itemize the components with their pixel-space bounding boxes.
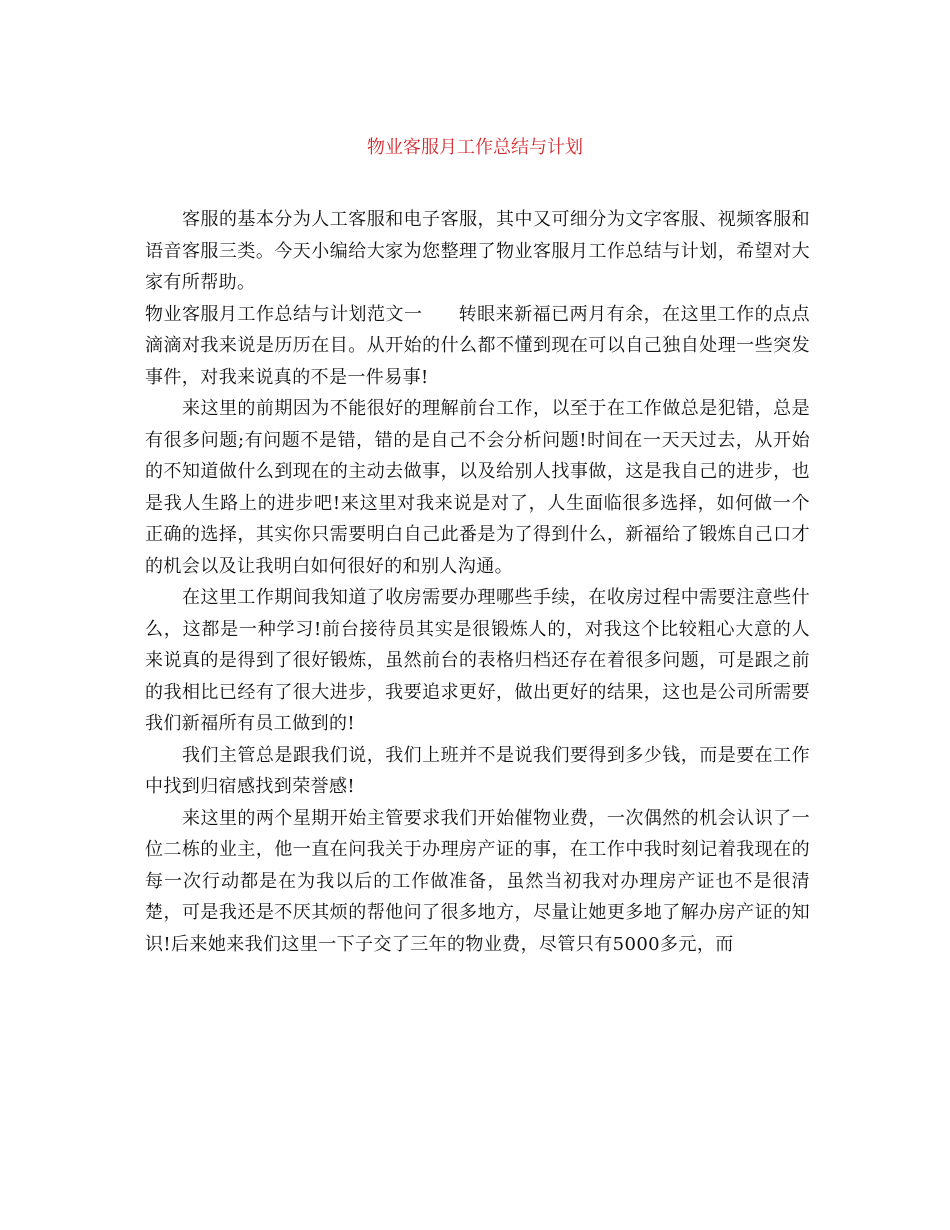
document-title: 物业客服月工作总结与计划: [367, 137, 583, 158]
body-paragraph-4: 来这里的两个星期开始主管要求我们开始催物业费，一次偶然的机会认识了一位二栋的业主，他一直在问我关于办理房产证的事，在工作中我时刻记着我现在的每一次行动都是在为我以后的工作做准备，虽然当初我对办理房产证也不是很清楚，可是我还是不厌其烦的帮他问了很多地方，尽量让她更多地了解办房产证的知识!后来她来我们这里一下子交了三年的物业费，尽管只有5000多元，而: [145, 807, 810, 955]
intro-paragraph: 客服的基本分为人工客服和电子客服，其中又可细分为文字客服、视频客服和语音客服三类。今天小编给大家为您整理了物业客服月工作总结与计划，希望对大家有所帮助。: [145, 209, 810, 293]
section-heading: 物业客服月工作总结与计划范文一: [145, 303, 423, 325]
body-paragraph-2: 在这里工作期间我知道了收房需要办理哪些手续，在收房过程中需要注意些什么，这都是一种学习!前台接待员其实是很锻炼人的，对我这个比较粗心大意的人来说真的是得到了很好锻炼，虽然前台的表格归档还存在着很多问题，可是跟之前的我相比已经有了很大进步，我要追求更好，做出更好的结果，这也是公司所需要我们新福所有员工做到的!: [145, 587, 810, 734]
body-paragraph-1: 来这里的前期因为不能很好的理解前台工作，以至于在工作做总是犯错，总是有很多问题;有问题不是错，错的是自己不会分析问题!时间在一天天过去，从开始的不知道做什么到现在的主动去做事，以及给别人找事做，这是我自己的进步，也是我人生路上的进步吧!来这里对我来说是对了，人生面临很多选择，如何做一个正确的选择，其实你只需要明白自己此番是为了得到什么，新福给了锻炼自己口才的机会以及让我明白如何很好的和别人沟通。: [145, 398, 810, 577]
section-first-text: 转眼来新福已两月有余，在这里工作的点点滴滴对我来说是历历在目。从开始的什么都不懂到现在可以自己独自处理一些突发事件，对我来说真的不是一件易事!: [145, 303, 810, 388]
body-paragraph-3: 我们主管总是跟我们说，我们上班并不是说我们要得到多少钱，而是要在工作中找到归宿感找到荣誉感!: [145, 744, 810, 797]
section-paragraph: [145, 299, 810, 394]
document-body: [145, 204, 810, 960]
